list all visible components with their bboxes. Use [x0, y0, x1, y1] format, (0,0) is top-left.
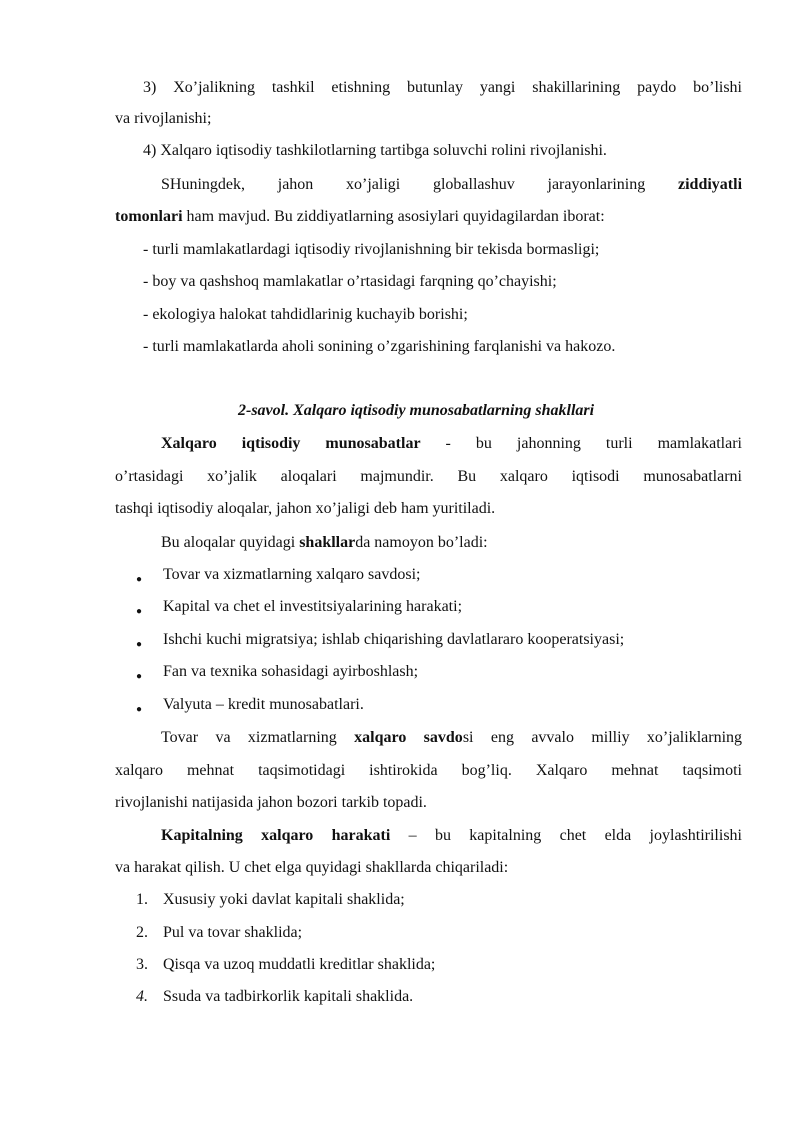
list-item: Kapital va chet el investitsiyalarining harakati;: [163, 598, 463, 615]
text-line: Bu aloqalar quyidagi shakllarda namoyon bo’ladi:: [161, 534, 488, 551]
text-line: xalqaro mehnat taqsimotidagi ishtirokida bog’liq. Xalqaro mehnat taqsimoti: [115, 762, 742, 779]
text-line: Xalqaro iqtisodiy munosabatlar - bu jahonning turli mamlakatlari: [161, 435, 742, 452]
list-item: - boy va qashshoq mamlakatlar o’rtasidagi farqning qo’chayishi;: [143, 273, 557, 290]
list-number: 1.: [136, 891, 148, 908]
list-number: 4.: [136, 988, 148, 1005]
list-item: - turli mamlakatlarda aholi sonining o’zgarishining farqlanishi va hakozo.: [143, 338, 616, 355]
text-line: tomonlari ham mavjud. Bu ziddiyatlarning asosiylari quyidagilardan iborat:: [115, 208, 605, 225]
list-number: 3.: [136, 956, 148, 973]
bullet-icon: ●: [136, 639, 143, 650]
text-line: Tovar va xizmatlarning xalqaro savdosi eng avvalo milliy xo’jaliklarning: [161, 729, 743, 746]
text-line: 3) Xo’jalikning tashkil etishning butunlay yangi shakillarining paydo bo’lishi: [143, 79, 742, 96]
text-line: o’rtasidagi xo’jalik aloqalari majmundir. Bu xalqaro iqtisodi munosabatlarni: [115, 468, 742, 485]
text-line: va rivojlanishi;: [115, 110, 212, 127]
list-item: Valyuta – kredit munosabatlari.: [163, 696, 364, 713]
text-line: 4) Xalqaro iqtisodiy tashkilotlarning tartibga soluvchi rolini rivojlanishi.: [143, 142, 607, 159]
list-item: Fan va texnika sohasidagi ayirboshlash;: [163, 663, 419, 680]
list-item: - ekologiya halokat tahdidlarinig kuchayib borishi;: [143, 306, 468, 323]
list-item: Pul va tovar shaklida;: [163, 924, 303, 941]
list-item: Ishchi kuchi migratsiya; ishlab chiqarishing davlatlararo kooperatsiyasi;: [163, 631, 625, 648]
list-item: - turli mamlakatlardagi iqtisodiy rivojlanishning bir tekisda bormasligi;: [143, 241, 600, 258]
bold-term: tomonlari: [115, 208, 183, 225]
bullet-icon: ●: [136, 704, 143, 715]
bold-term: Kapitalning xalqaro harakati: [161, 827, 391, 844]
list-item: Ssuda va tadbirkorlik kapitali shaklida.: [163, 988, 414, 1005]
section-heading: 2-savol. Xalqaro iqtisodiy munosabatlarning shakllari: [238, 402, 595, 419]
bullet-icon: ●: [136, 574, 143, 585]
text-line: SHuningdek, jahon xo’jaligi globallashuv jarayonlarining ziddiyatli: [161, 176, 743, 193]
list-item: Tovar va xizmatlarning xalqaro savdosi;: [163, 566, 421, 583]
list-number: 2.: [136, 924, 148, 941]
bold-term: shakllar: [299, 534, 356, 551]
bold-term: xalqaro savdo: [354, 729, 463, 746]
text-line: tashqi iqtisodiy aloqalar, jahon xo’jaligi deb ham yuritiladi.: [115, 500, 496, 517]
text-line: Kapitalning xalqaro harakati – bu kapitalning chet elda joylashtirilishi: [161, 827, 742, 844]
list-item: Qisqa va uzoq muddatli kreditlar shaklida;: [163, 956, 436, 973]
list-item: Xususiy yoki davlat kapitali shaklida;: [163, 891, 405, 908]
bullet-icon: ●: [136, 671, 143, 682]
text-line: rivojlanishi natijasida jahon bozori tarkib topadi.: [115, 794, 427, 811]
bullet-icon: ●: [136, 606, 143, 617]
bold-term: Xalqaro iqtisodiy munosabatlar: [161, 435, 421, 452]
bold-term: ziddiyatli: [678, 176, 743, 193]
text-line: va harakat qilish. U chet elga quyidagi shakllarda chiqariladi:: [115, 859, 509, 876]
